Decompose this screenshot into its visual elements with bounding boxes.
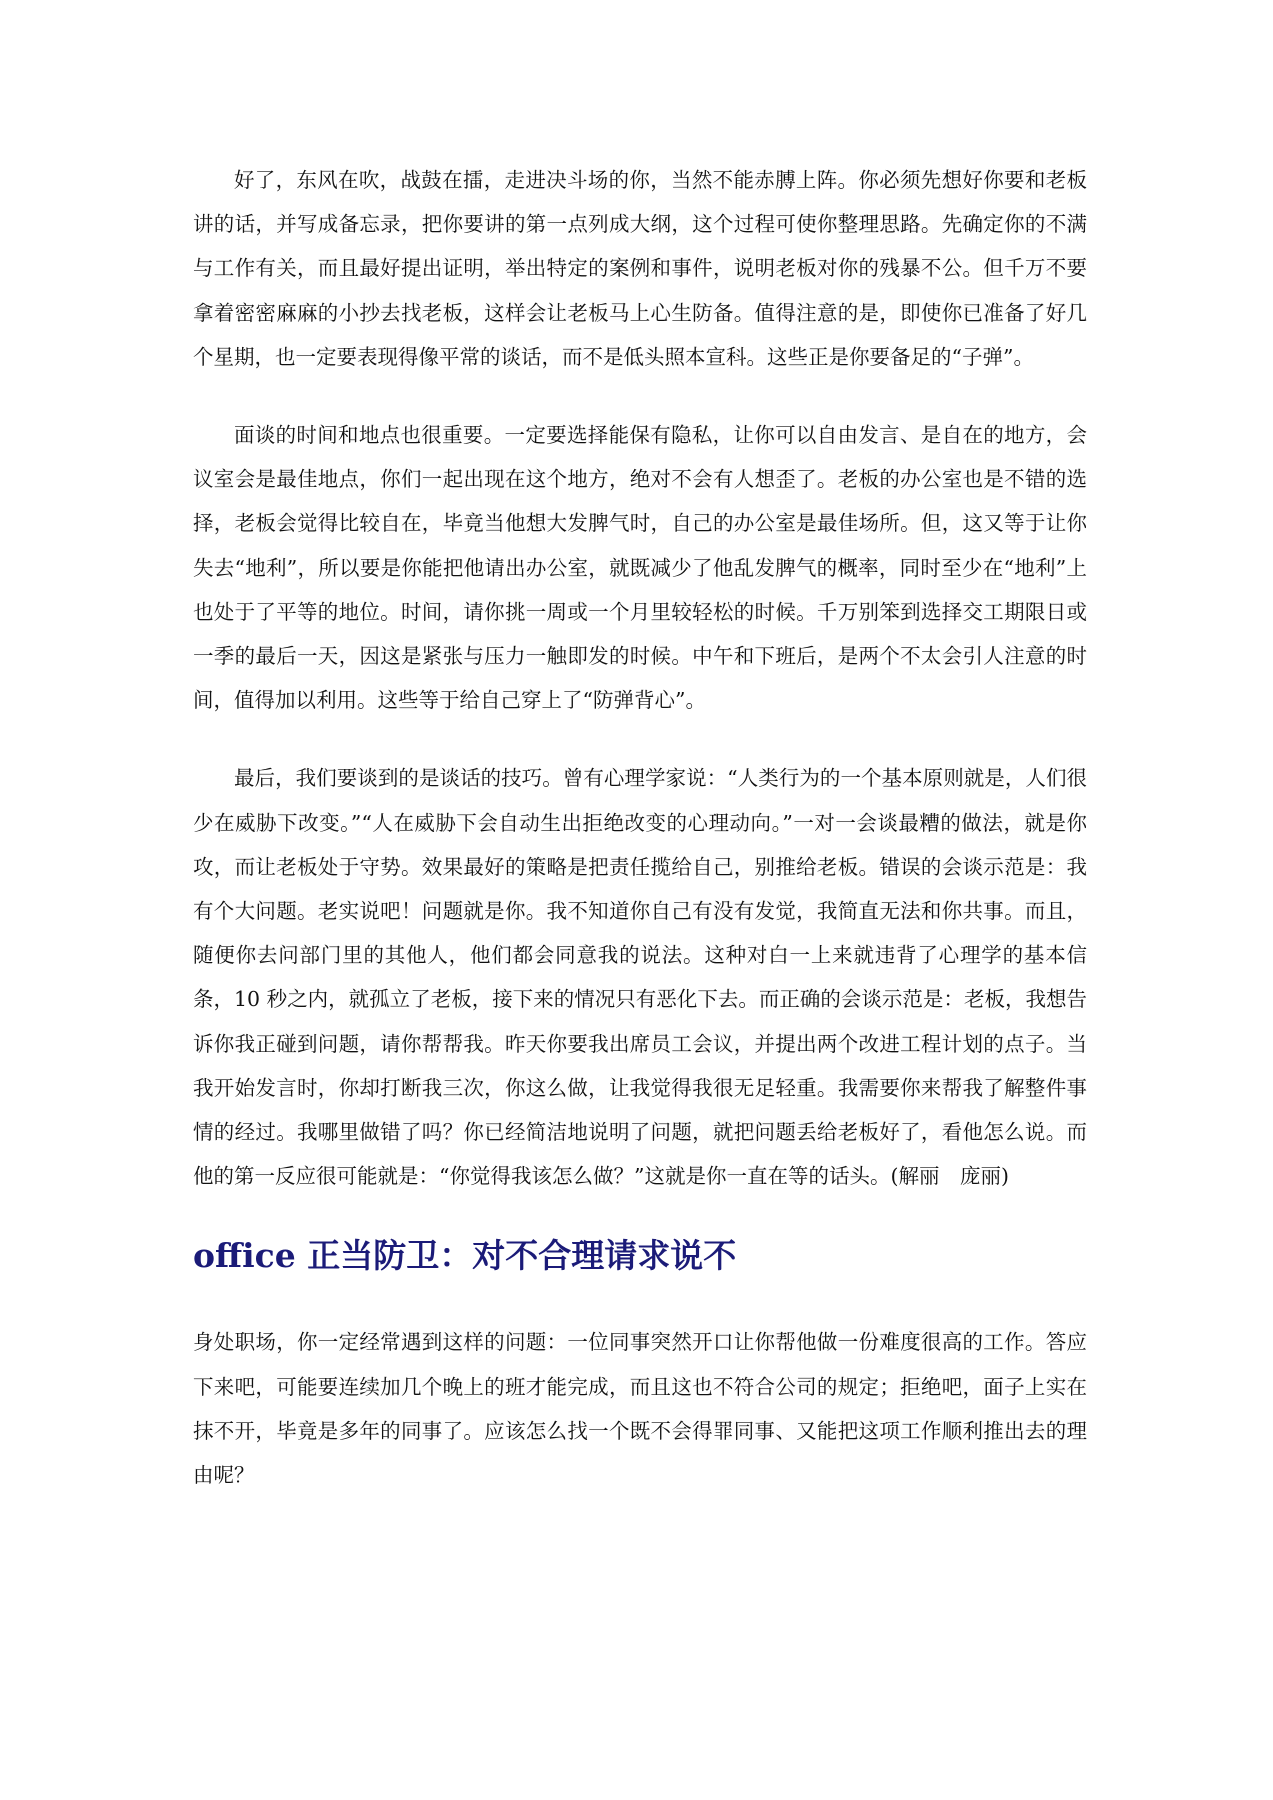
body-paragraph: 面谈的时间和地点也很重要。一定要选择能保有隐私，让你可以自由发言、是自在的地方，会议室会是最佳地点，你们一起出现在这个地方，绝对不会有人想歪了。老板的办公室也是不错的选择，老板会觉得比较自在，毕竟当他想大发脾气时，自己的办公室是最佳场所。但，这又等于让你失去“地利”，所以要是你能把他请出办公室，就既减少了他乱发脾气的概率，同时至少在“地利”上也处于了平等的地位。时间，请你挑一周或一个月里较轻松的时候。千万别笨到选择交工期限日或一季的最后一天，因这是紧张与压力一触即发的时候。中午和下班后，是两个不太会引人注意的时间，值得加以利用。这些等于给自己穿上了“防弹背心”。: [193, 423, 1087, 713]
body-paragraph: 最后，我们要谈到的是谈话的技巧。曾有心理学家说：“人类行为的一个基本原则就是，人们很少在威胁下改变。”“人在威胁下会自动生出拒绝改变的心理动向。”一对一会谈最糟的做法，就是你攻，而让老板处于守势。效果最好的策略是把责任揽给自己，别推给老板。错误的会谈示范是：我有个大问题。老实说吧！问题就是你。我不知道你自己有没有发觉，我简直无法和你共事。而且，随便你去问部门里的其他人，他们都会同意我的说法。这种对白一上来就违背了心理学的基本信条，10 秒之内，就孤立了老板，接下来的情况只有恶化下去。而正确的会谈示范是：老板，我想告诉你我正碰到问题，请你帮帮我。昨天你要我出席员工会议，并提出两个改进工程计划的点子。当我开始发言时，你却打断我三次，你这么做，让我觉得我很无足轻重。我需要你来帮我了解整件事情的经过。我哪里做错了吗？你已经简洁地说明了问题，就把问题丢给老板好了，看他怎么说。而他的第一反应很可能就是：“你觉得我该怎么做？”这就是你一直在等的话头。(解丽 庞丽): [193, 766, 1087, 1189]
body-paragraph: 好了，东风在吹，战鼓在擂，走进决斗场的你，当然不能赤膊上阵。你必须先想好你要和老板讲的话，并写成备忘录，把你要讲的第一点列成大纲，这个过程可使你整理思路。先确定你的不满与工作有关，而且最好提出证明，举出特定的案例和事件，说明老板对你的残暴不公。但千万不要拿着密密麻麻的小抄去找老板，这样会让老板马上心生防备。值得注意的是，即使你已准备了好几个星期，也一定要表现得像平常的谈话，而不是低头照本宣科。这些正是你要备足的“子弹”。: [193, 168, 1087, 369]
section-intro-paragraph: 身处职场，你一定经常遇到这样的问题：一位同事突然开口让你帮他做一份难度很高的工作。答应下来吧，可能要连续加几个晚上的班才能完成，而且这也不符合公司的规定；拒绝吧，面子上实在抹不开，毕竟是多年的同事了。应该怎么找一个既不会得罪同事、又能把这项工作顺利推出去的理由呢？: [193, 1330, 1087, 1488]
section-heading: office 正当防卫：对不合理请求说不: [193, 1236, 737, 1276]
document-page: [193, 158, 1087, 1497]
